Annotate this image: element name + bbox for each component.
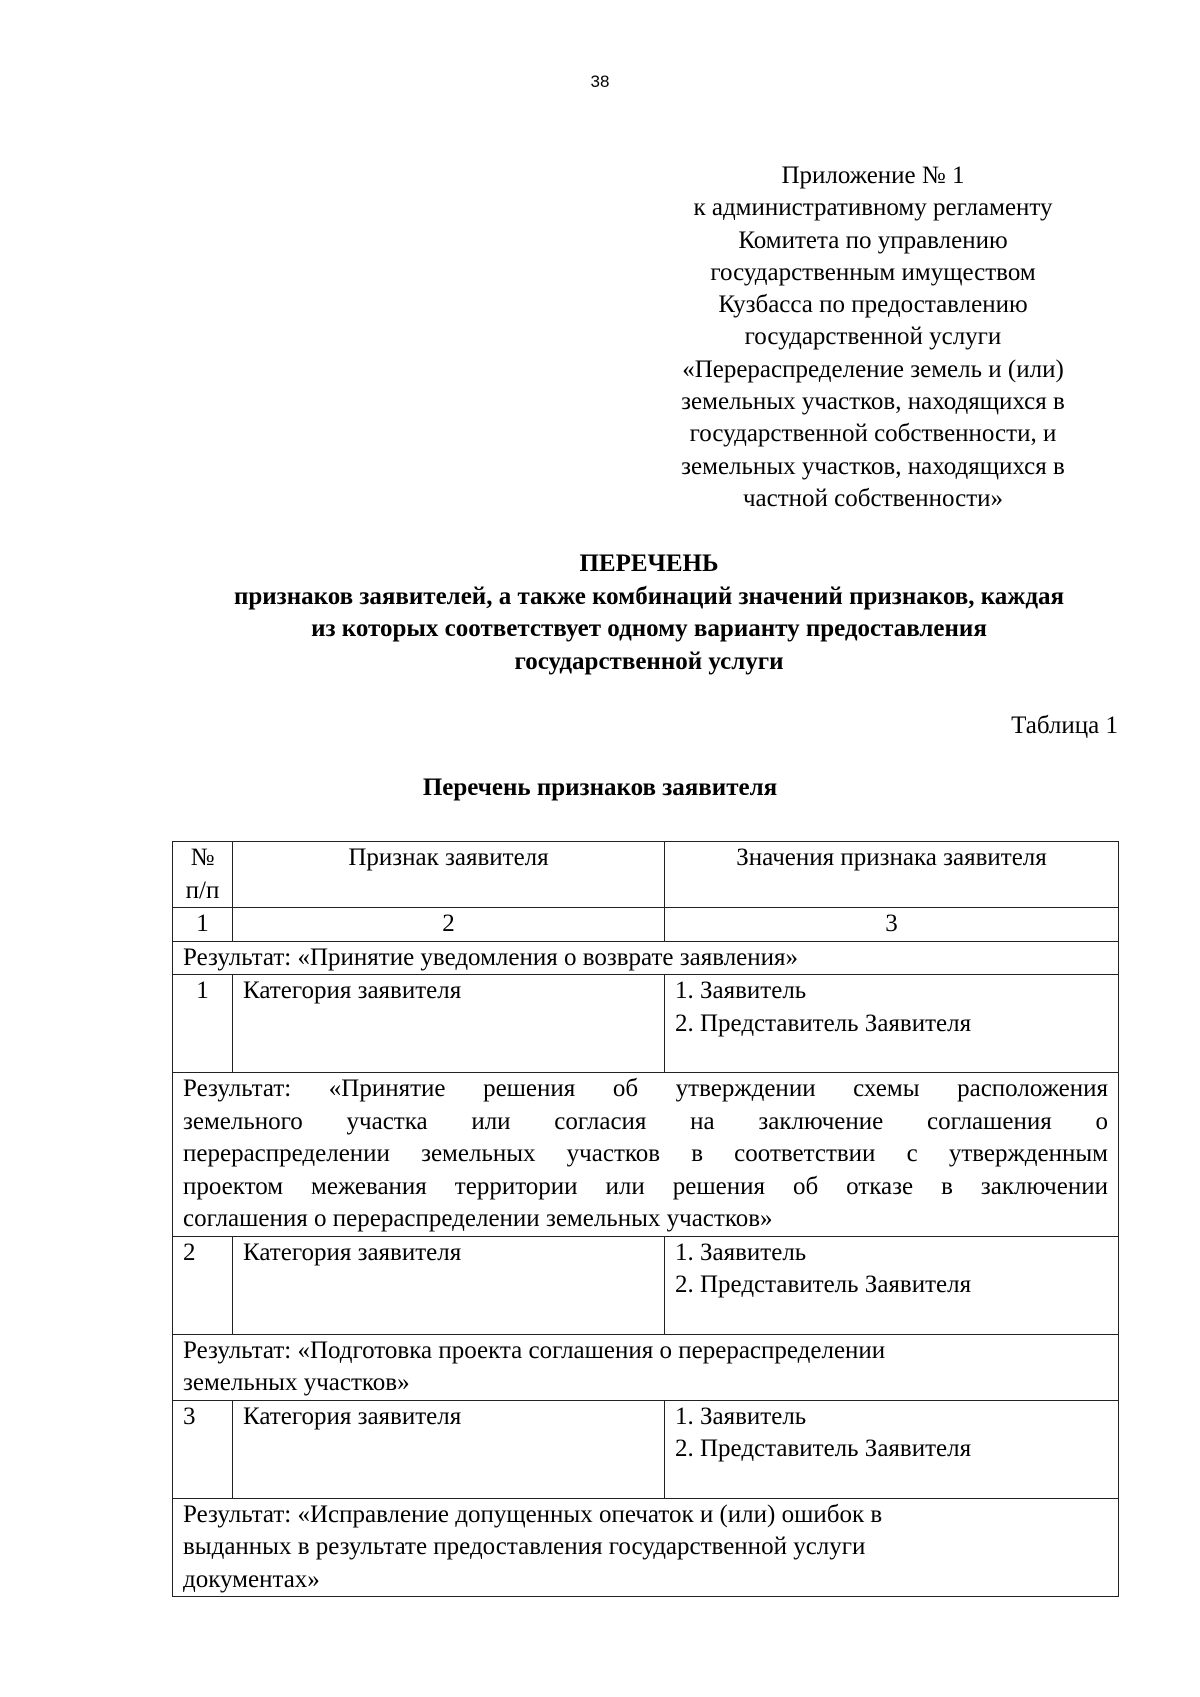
row-values — [665, 975, 1119, 1073]
result-line: соглашения о перераспределении земельных участков» — [183, 1205, 773, 1232]
appendix-header — [628, 160, 1118, 515]
appendix-line: государственной собственности, и — [689, 420, 1057, 448]
row-criterion: Категория заявителя — [233, 1400, 665, 1498]
result-line: Результат: «Подготовка проекта соглашения о перераспределении — [183, 1336, 886, 1364]
appendix-line: земельных участков, находящихся в — [681, 452, 1065, 480]
table-row — [173, 1400, 1119, 1498]
header-values: Значения признака заявителя — [665, 842, 1119, 908]
title-heading: ПЕРЕЧЕНЬ — [579, 550, 719, 577]
table-header-row — [173, 842, 1119, 908]
column-number: 1 — [173, 908, 233, 942]
row-value: 2. Представитель Заявителя — [675, 1271, 972, 1298]
page-number: 38 — [590, 72, 610, 91]
appendix-line: Комитета по управлению — [738, 226, 1008, 254]
table-label: Таблица 1 — [1011, 712, 1118, 739]
criteria-table — [172, 841, 1119, 1597]
appendix-line: частной собственности» — [742, 484, 1004, 512]
row-value: 2. Представитель Заявителя — [675, 1009, 972, 1037]
title-subtitle-line: признаков заявителей, а также комбинаций значений признаков, каждая — [233, 582, 1065, 610]
result-line: выданных в результате предоставления государственной услуги — [183, 1533, 866, 1560]
row-value: 2. Представитель Заявителя — [675, 1435, 972, 1462]
column-number: 3 — [665, 908, 1119, 942]
result-line: проектом межевания территории или решения об отказе в заключении — [183, 1172, 1108, 1200]
appendix-line: государственной услуги — [744, 323, 1002, 351]
result-cell — [173, 1073, 1119, 1237]
result-line: Результат: «Принятие решения об утверждении схемы расположения — [183, 1075, 1108, 1102]
header-num-line: № — [190, 844, 215, 871]
appendix-line: к административному регламенту — [693, 194, 1053, 222]
table-title: Перечень признаков заявителя — [422, 774, 778, 801]
result-row — [173, 1073, 1119, 1237]
column-number: 2 — [233, 908, 665, 942]
header-num — [173, 842, 233, 908]
row-value: 1. Заявитель — [675, 977, 807, 1004]
result-cell — [173, 941, 1119, 975]
row-criterion: Категория заявителя — [233, 1236, 665, 1334]
result-line: Результат: «Исправление допущенных опечаток и (или) ошибок в — [183, 1500, 883, 1528]
header-criterion: Признак заявителя — [233, 842, 665, 908]
row-values — [665, 1400, 1119, 1498]
result-cell — [173, 1334, 1119, 1400]
result-line: земельных участков» — [183, 1369, 410, 1396]
title-subtitle-line: из которых соответствует одному варианту предоставления — [311, 615, 987, 642]
result-row — [173, 941, 1119, 975]
header-num-line: п/п — [185, 876, 220, 904]
row-num: 1 — [173, 975, 233, 1073]
result-row — [173, 1498, 1119, 1597]
row-criterion: Категория заявителя — [233, 975, 665, 1073]
result-row — [173, 1334, 1119, 1400]
appendix-line: «Перераспределение земель и (или) — [682, 355, 1064, 383]
appendix-line: Кузбасса по предоставлению — [718, 291, 1028, 319]
result-line: перераспределении земельных участков в соответствии с утвержденным — [183, 1140, 1108, 1167]
document-title — [150, 548, 1148, 678]
appendix-line: государственным имуществом — [710, 258, 1036, 286]
result-cell — [173, 1498, 1119, 1597]
row-value: 1. Заявитель — [675, 1238, 807, 1266]
row-num: 2 — [173, 1236, 233, 1334]
row-values — [665, 1236, 1119, 1334]
row-value: 1. Заявитель — [675, 1402, 807, 1430]
title-subtitle-line: государственной услуги — [514, 647, 784, 675]
column-number-row — [173, 908, 1119, 942]
table-row — [173, 1236, 1119, 1334]
result-line: Результат: «Принятие уведомления о возврате заявления» — [183, 943, 799, 971]
appendix-line: земельных участков, находящихся в — [681, 388, 1065, 416]
table-row — [173, 975, 1119, 1073]
row-num: 3 — [173, 1400, 233, 1498]
result-line: земельного участка или согласия на заключение соглашения о — [183, 1107, 1108, 1135]
appendix-line: Приложение № 1 — [781, 162, 965, 189]
result-line: документах» — [183, 1565, 320, 1593]
